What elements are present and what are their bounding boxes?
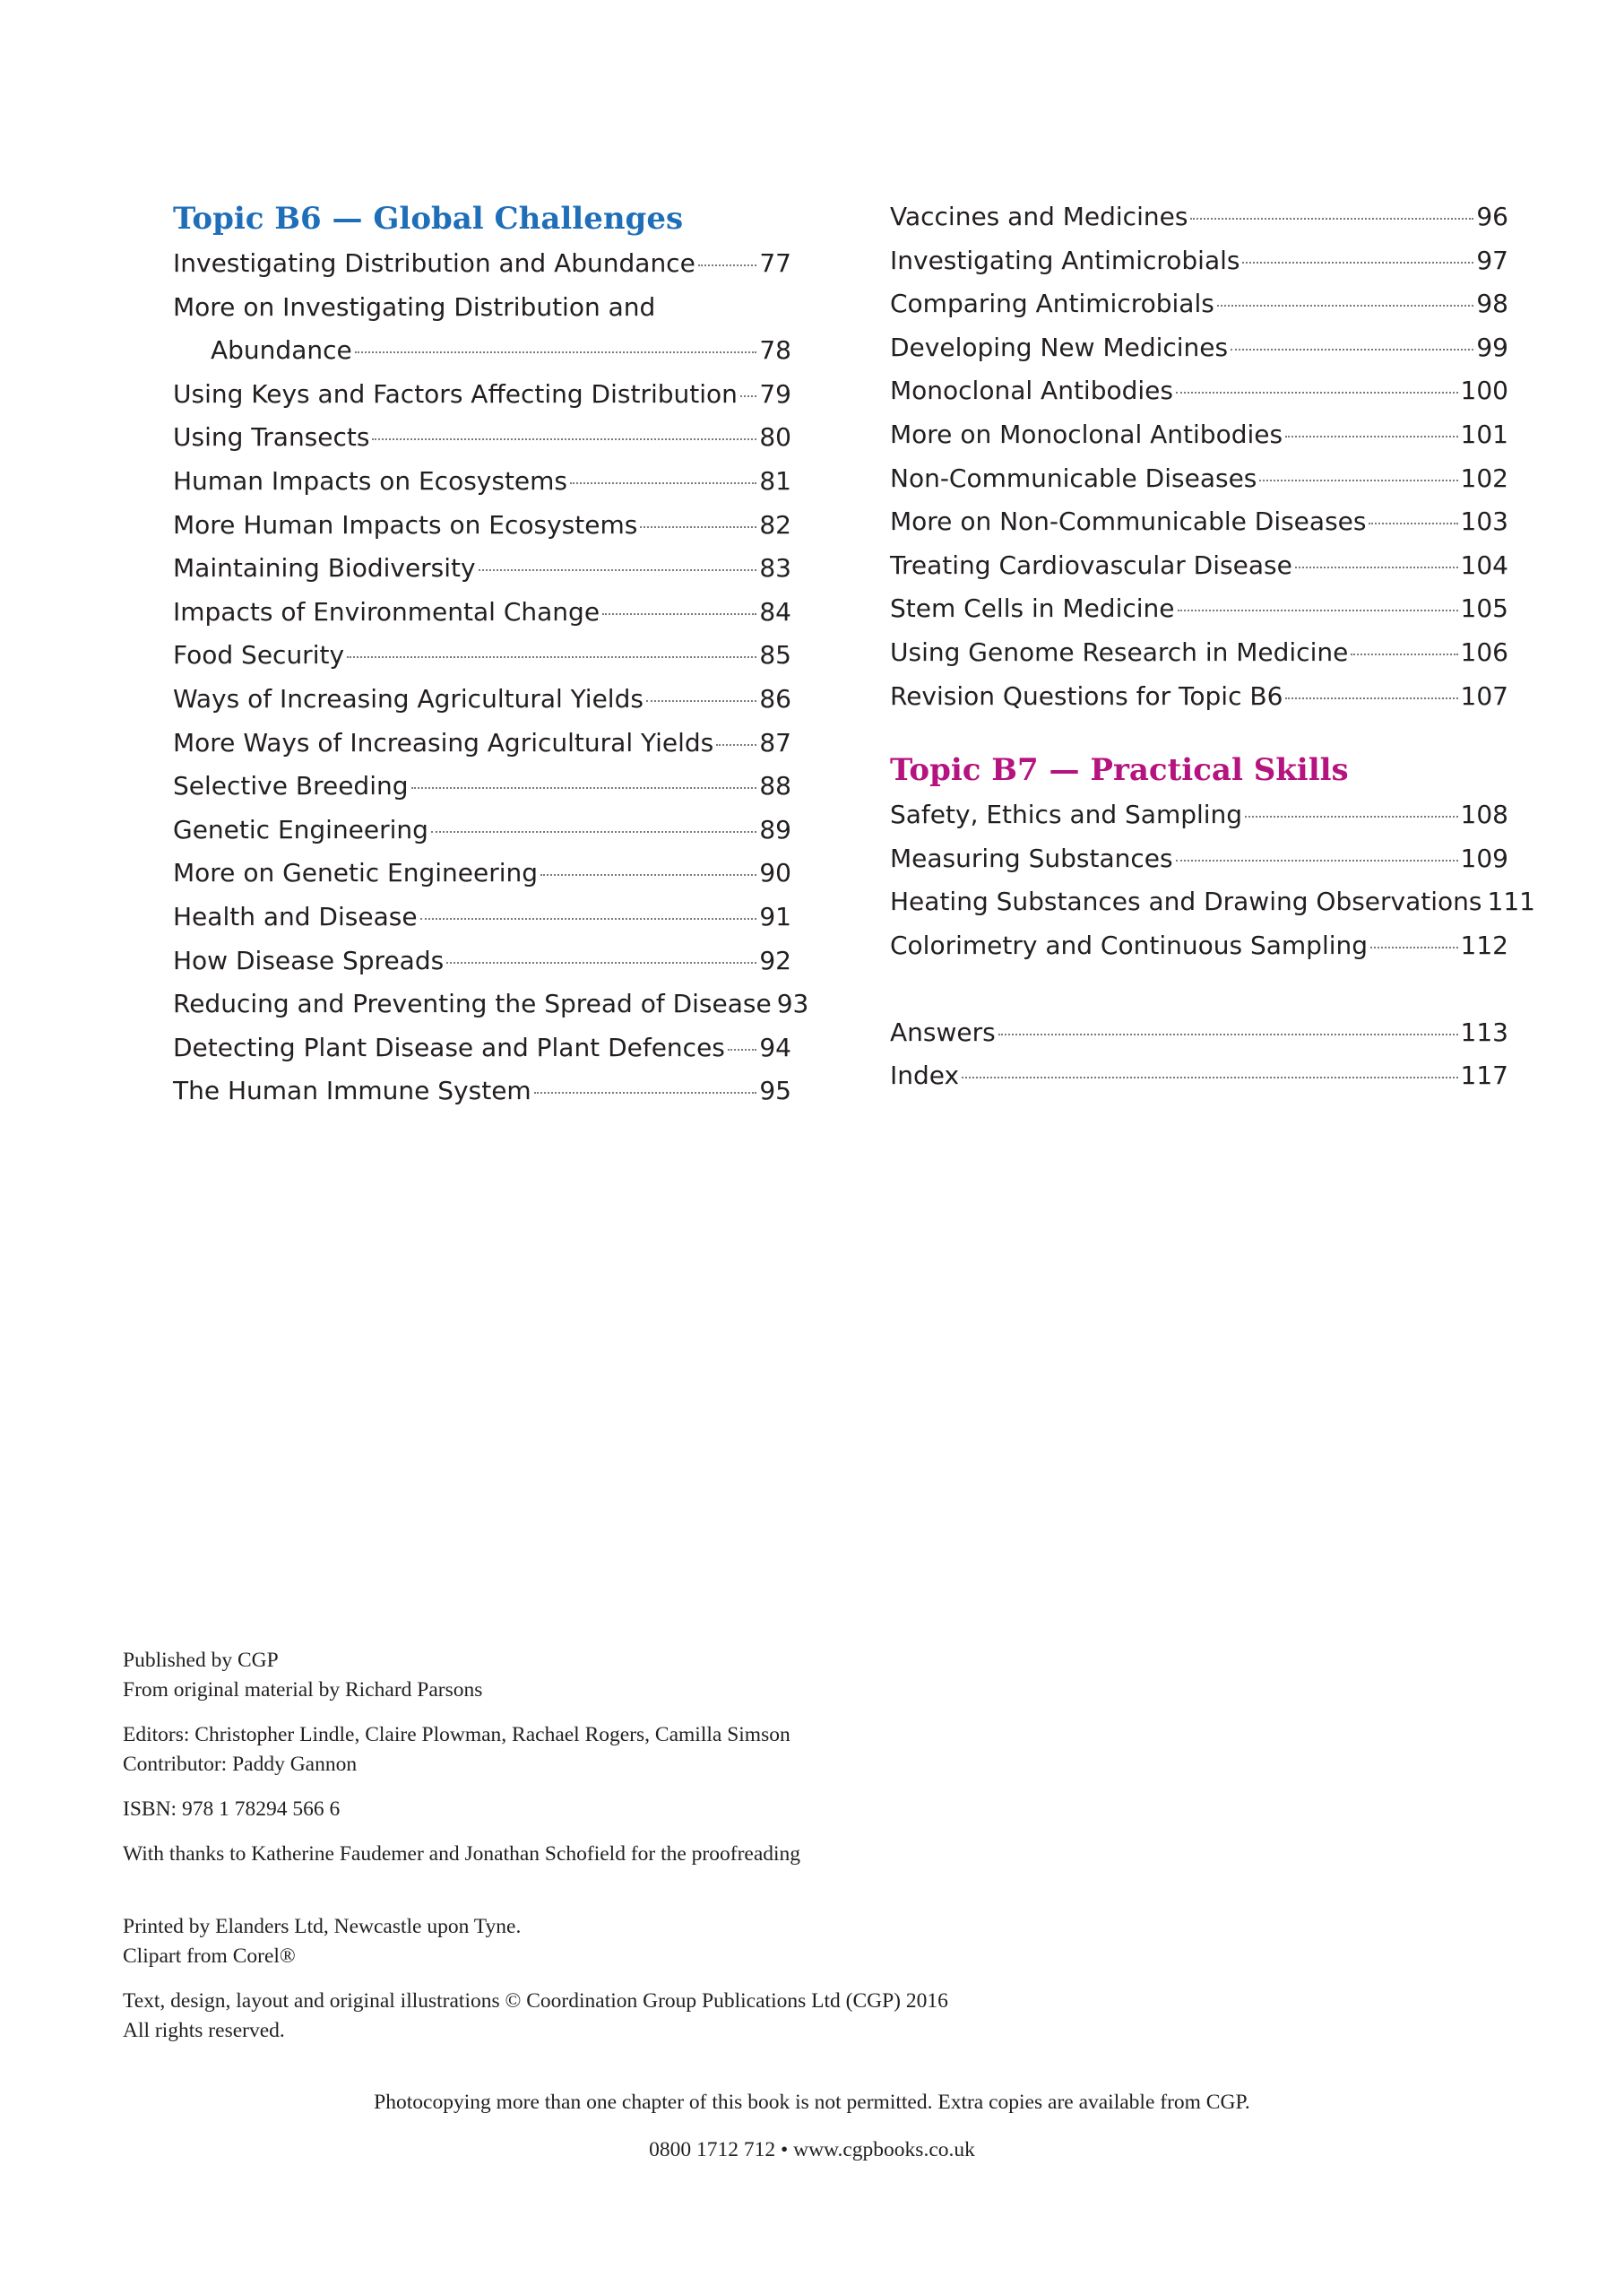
leader-dots — [740, 395, 756, 397]
toc-entry[interactable] — [890, 544, 1508, 588]
toc-entry[interactable] — [173, 765, 791, 809]
toc-entry-title: Using Keys and Factors Affecting Distribution — [173, 378, 738, 409]
leader-dots — [646, 700, 756, 702]
toc-entry-title: Heating Substances and Drawing Observations — [890, 887, 1482, 917]
leader-dots — [347, 656, 756, 658]
toc-entry-page: 102 — [1460, 463, 1508, 493]
toc-entry-title: More on Investigating Distribution and — [173, 291, 656, 322]
leader-dots — [1178, 610, 1458, 611]
leader-dots — [698, 264, 757, 266]
toc-entry-title: Revision Questions for Topic B6 — [890, 680, 1283, 711]
toc-entry-page: 108 — [1460, 800, 1508, 830]
leader-dots — [446, 962, 756, 964]
toc-entry[interactable] — [890, 369, 1508, 413]
leader-dots — [640, 526, 756, 528]
leader-dots — [1217, 305, 1474, 307]
toc-entry[interactable] — [173, 896, 791, 940]
leader-dots — [534, 1092, 757, 1094]
toc-entry-title: More on Non-Communicable Diseases — [890, 507, 1367, 537]
toc-entry[interactable] — [173, 1026, 791, 1070]
leader-dots — [1369, 523, 1457, 524]
leader-dots — [962, 1077, 1457, 1078]
toc-entry-page: 89 — [759, 814, 791, 844]
leader-dots — [1176, 392, 1458, 394]
toc-entry-title: Using Genome Research in Medicine — [890, 637, 1349, 667]
topic-b7-heading: Topic B7 — Practical Skills — [890, 752, 1349, 789]
toc-entry[interactable] — [173, 504, 791, 548]
toc-entry-page: 94 — [759, 1032, 791, 1062]
toc-entry[interactable] — [890, 924, 1508, 968]
rights-notice: All rights reserved. — [123, 2019, 285, 2042]
toc-entry-page: 91 — [759, 901, 791, 931]
toc-entry[interactable] — [173, 547, 791, 591]
topic-b6-list-continued — [890, 195, 1508, 718]
toc-entry-title: Investigating Distribution and Abundance — [173, 248, 695, 278]
toc-entry-page: 95 — [759, 1076, 791, 1106]
toc-entry[interactable] — [173, 722, 791, 766]
toc-entry[interactable] — [890, 793, 1508, 837]
toc-entry-page: 93 — [776, 989, 809, 1019]
toc-entry-title: Food Security — [173, 640, 345, 671]
toc-entry-title: Non-Communicable Diseases — [890, 463, 1257, 493]
toc-entry-page: 90 — [759, 858, 791, 888]
toc-left-column — [173, 195, 809, 1113]
leader-dots — [998, 1034, 1458, 1035]
toc-entry-title: Answers — [890, 1017, 996, 1047]
toc-entry-title: More Ways of Increasing Agricultural Yields — [173, 727, 714, 758]
editors-credit: Editors: Christopher Lindle, Claire Plowman, Rachael Rogers, Camilla Simson — [123, 1723, 790, 1746]
isbn: ISBN: 978 1 78294 566 6 — [123, 1797, 341, 1821]
toc-entry-page: 82 — [759, 509, 791, 540]
leader-dots — [431, 831, 756, 833]
toc-entry-title: More on Genetic Engineering — [173, 858, 539, 888]
toc-entry-page: 97 — [1476, 245, 1508, 275]
toc-entry[interactable] — [173, 373, 791, 417]
toc-entry-page: 86 — [759, 683, 791, 714]
toc-entry-title: Safety, Ethics and Sampling — [890, 800, 1243, 830]
leader-dots — [355, 351, 757, 353]
toc-entry[interactable] — [890, 880, 1535, 924]
toc-entry-title: Measuring Substances — [890, 843, 1173, 873]
toc-entry-page: 105 — [1460, 593, 1508, 624]
contact-line: 0800 1712 712 • www.cgpbooks.co.uk — [649, 2138, 975, 2161]
copyright-notice: Text, design, layout and original illustrations © Coordination Group Publications Ltd (CGP) 2016 — [123, 1989, 948, 2013]
leader-dots — [1231, 349, 1473, 351]
toc-entry-page: 107 — [1460, 680, 1508, 711]
printer-credit: Printed by Elanders Ltd, Newcastle upon Tyne. — [123, 1915, 522, 1938]
leader-dots — [716, 744, 756, 746]
toc-entry-page: 92 — [759, 945, 791, 975]
toc-entry-title: Stem Cells in Medicine — [890, 593, 1175, 624]
toc-entry-title-continued: Abundance — [211, 335, 352, 366]
leader-dots — [570, 482, 756, 484]
toc-entry-page: 77 — [759, 248, 791, 278]
toc-entry-title: Monoclonal Antibodies — [890, 376, 1173, 406]
toc-entry-title: Reducing and Preventing the Spread of Disease — [173, 989, 772, 1019]
toc-entry[interactable] — [173, 242, 791, 286]
leader-dots — [411, 787, 757, 789]
imprint-block — [123, 1646, 1467, 2061]
toc-entry[interactable] — [173, 416, 791, 460]
toc-entry-page: 88 — [759, 771, 791, 801]
toc-entry[interactable] — [173, 634, 791, 678]
toc-entry-page: 78 — [759, 335, 791, 366]
topic-b7-list — [890, 793, 1535, 967]
toc-entry[interactable] — [890, 195, 1508, 239]
toc-entry[interactable] — [890, 239, 1508, 283]
topic-b6-list — [173, 242, 809, 1113]
leader-dots — [420, 918, 757, 920]
leader-dots — [728, 1049, 756, 1051]
leader-dots — [602, 613, 756, 615]
leader-dots — [479, 569, 757, 571]
toc-entry-title: How Disease Spreads — [173, 945, 445, 975]
toc-entry-page: 98 — [1476, 289, 1508, 319]
toc-entry[interactable] — [890, 631, 1508, 675]
toc-entry-page: 83 — [759, 553, 791, 584]
toc-entry-page: 81 — [759, 465, 791, 496]
toc-entry-title: Colorimetry and Continuous Sampling — [890, 930, 1369, 960]
leader-dots — [1351, 654, 1457, 655]
toc-entry-title: Human Impacts on Ecosystems — [173, 465, 568, 496]
toc-entry-page: 87 — [759, 727, 791, 758]
toc-entry-title: Impacts of Environmental Change — [173, 596, 600, 627]
leader-dots — [1190, 218, 1473, 220]
toc-entry[interactable] — [890, 675, 1508, 719]
leader-dots — [1295, 567, 1458, 568]
toc-entry-title: More on Monoclonal Antibodies — [890, 419, 1283, 449]
toc-entry[interactable] — [173, 940, 791, 983]
toc-entry-page: 79 — [759, 378, 791, 409]
toc-entry-page: 100 — [1460, 376, 1508, 406]
toc-entry[interactable] — [890, 500, 1508, 544]
toc-entry[interactable] — [173, 809, 791, 853]
leader-dots — [540, 874, 756, 876]
contributor-credit: Contributor: Paddy Gannon — [123, 1753, 358, 1776]
toc-entry[interactable] — [890, 587, 1508, 631]
photocopy-notice: Photocopying more than one chapter of this book is not permitted. Extra copies are available from CGP. — [374, 2091, 1250, 2114]
toc-entry-page: 101 — [1460, 419, 1508, 449]
toc-entry[interactable] — [173, 286, 791, 373]
toc-entry-page: 104 — [1460, 550, 1508, 580]
toc-entry-title: The Human Immune System — [173, 1076, 531, 1106]
leader-dots — [1245, 816, 1457, 818]
toc-entry[interactable] — [173, 591, 791, 635]
toc-entry-title: Ways of Increasing Agricultural Yields — [173, 683, 644, 714]
leader-dots — [1259, 480, 1457, 481]
toc-entry-title: Maintaining Biodiversity — [173, 553, 476, 584]
leader-dots — [372, 438, 756, 440]
toc-entry-page: 117 — [1460, 1061, 1508, 1091]
leader-dots — [1370, 947, 1458, 948]
toc-entry[interactable] — [890, 326, 1508, 370]
toc-entry[interactable] — [173, 852, 791, 896]
back-matter-list — [890, 1011, 1508, 1098]
toc-entry-page: 113 — [1460, 1017, 1508, 1047]
toc-entry-page: 85 — [759, 640, 791, 671]
toc-entry-title: Using Transects — [173, 422, 370, 453]
toc-entry[interactable] — [173, 1070, 791, 1113]
toc-entry[interactable] — [890, 413, 1508, 457]
toc-entry-page: 84 — [759, 596, 791, 627]
leader-dots — [1285, 436, 1457, 437]
topic-b7-section — [890, 747, 1535, 967]
toc-entry-answers[interactable] — [890, 1011, 1508, 1055]
leader-dots — [1176, 860, 1458, 862]
toc-entry-title: Health and Disease — [173, 901, 418, 931]
toc-entry-page: 111 — [1487, 887, 1535, 917]
published-by: Published by CGP — [123, 1649, 279, 1672]
toc-entry[interactable] — [173, 678, 791, 722]
toc-entry-page: 112 — [1460, 930, 1508, 960]
toc-entry-title: Treating Cardiovascular Disease — [890, 550, 1292, 580]
toc-entry-title: Developing New Medicines — [890, 332, 1229, 362]
toc-entry-title: Selective Breeding — [173, 771, 409, 801]
leader-dots — [1242, 262, 1473, 264]
proofreading-thanks: With thanks to Katherine Faudemer and Jonathan Schofield for the proofreading — [123, 1842, 801, 1866]
toc-entry-page: 106 — [1460, 637, 1508, 667]
toc-entry-title: More Human Impacts on Ecosystems — [173, 509, 638, 540]
original-material-credit: From original material by Richard Parsons — [123, 1678, 483, 1702]
toc-entry[interactable] — [173, 460, 791, 504]
toc-entry[interactable] — [890, 282, 1508, 326]
toc-entry-title: Detecting Plant Disease and Plant Defences — [173, 1032, 725, 1062]
toc-entry-page: 103 — [1460, 507, 1508, 537]
clipart-credit: Clipart from Corel® — [123, 1944, 296, 1968]
toc-entry-page: 109 — [1460, 843, 1508, 873]
toc-entry-title: Index — [890, 1061, 960, 1091]
leader-dots — [1285, 697, 1457, 699]
toc-entry[interactable] — [890, 837, 1508, 881]
toc-entry[interactable] — [890, 457, 1508, 501]
toc-entry-index[interactable] — [890, 1054, 1508, 1098]
topic-b6-heading: Topic B6 — Global Challenges — [173, 201, 684, 237]
toc-entry-title: Genetic Engineering — [173, 814, 428, 844]
toc-entry-title: Comparing Antimicrobials — [890, 289, 1214, 319]
toc-entry-title: Vaccines and Medicines — [890, 202, 1188, 231]
toc-entry-page: 80 — [759, 422, 791, 453]
toc-entry-page: 96 — [1476, 202, 1508, 231]
toc-entry-title: Investigating Antimicrobials — [890, 245, 1240, 275]
toc-entry-page: 99 — [1476, 332, 1508, 362]
toc-right-column — [890, 195, 1535, 1098]
toc-entry[interactable] — [173, 983, 809, 1026]
